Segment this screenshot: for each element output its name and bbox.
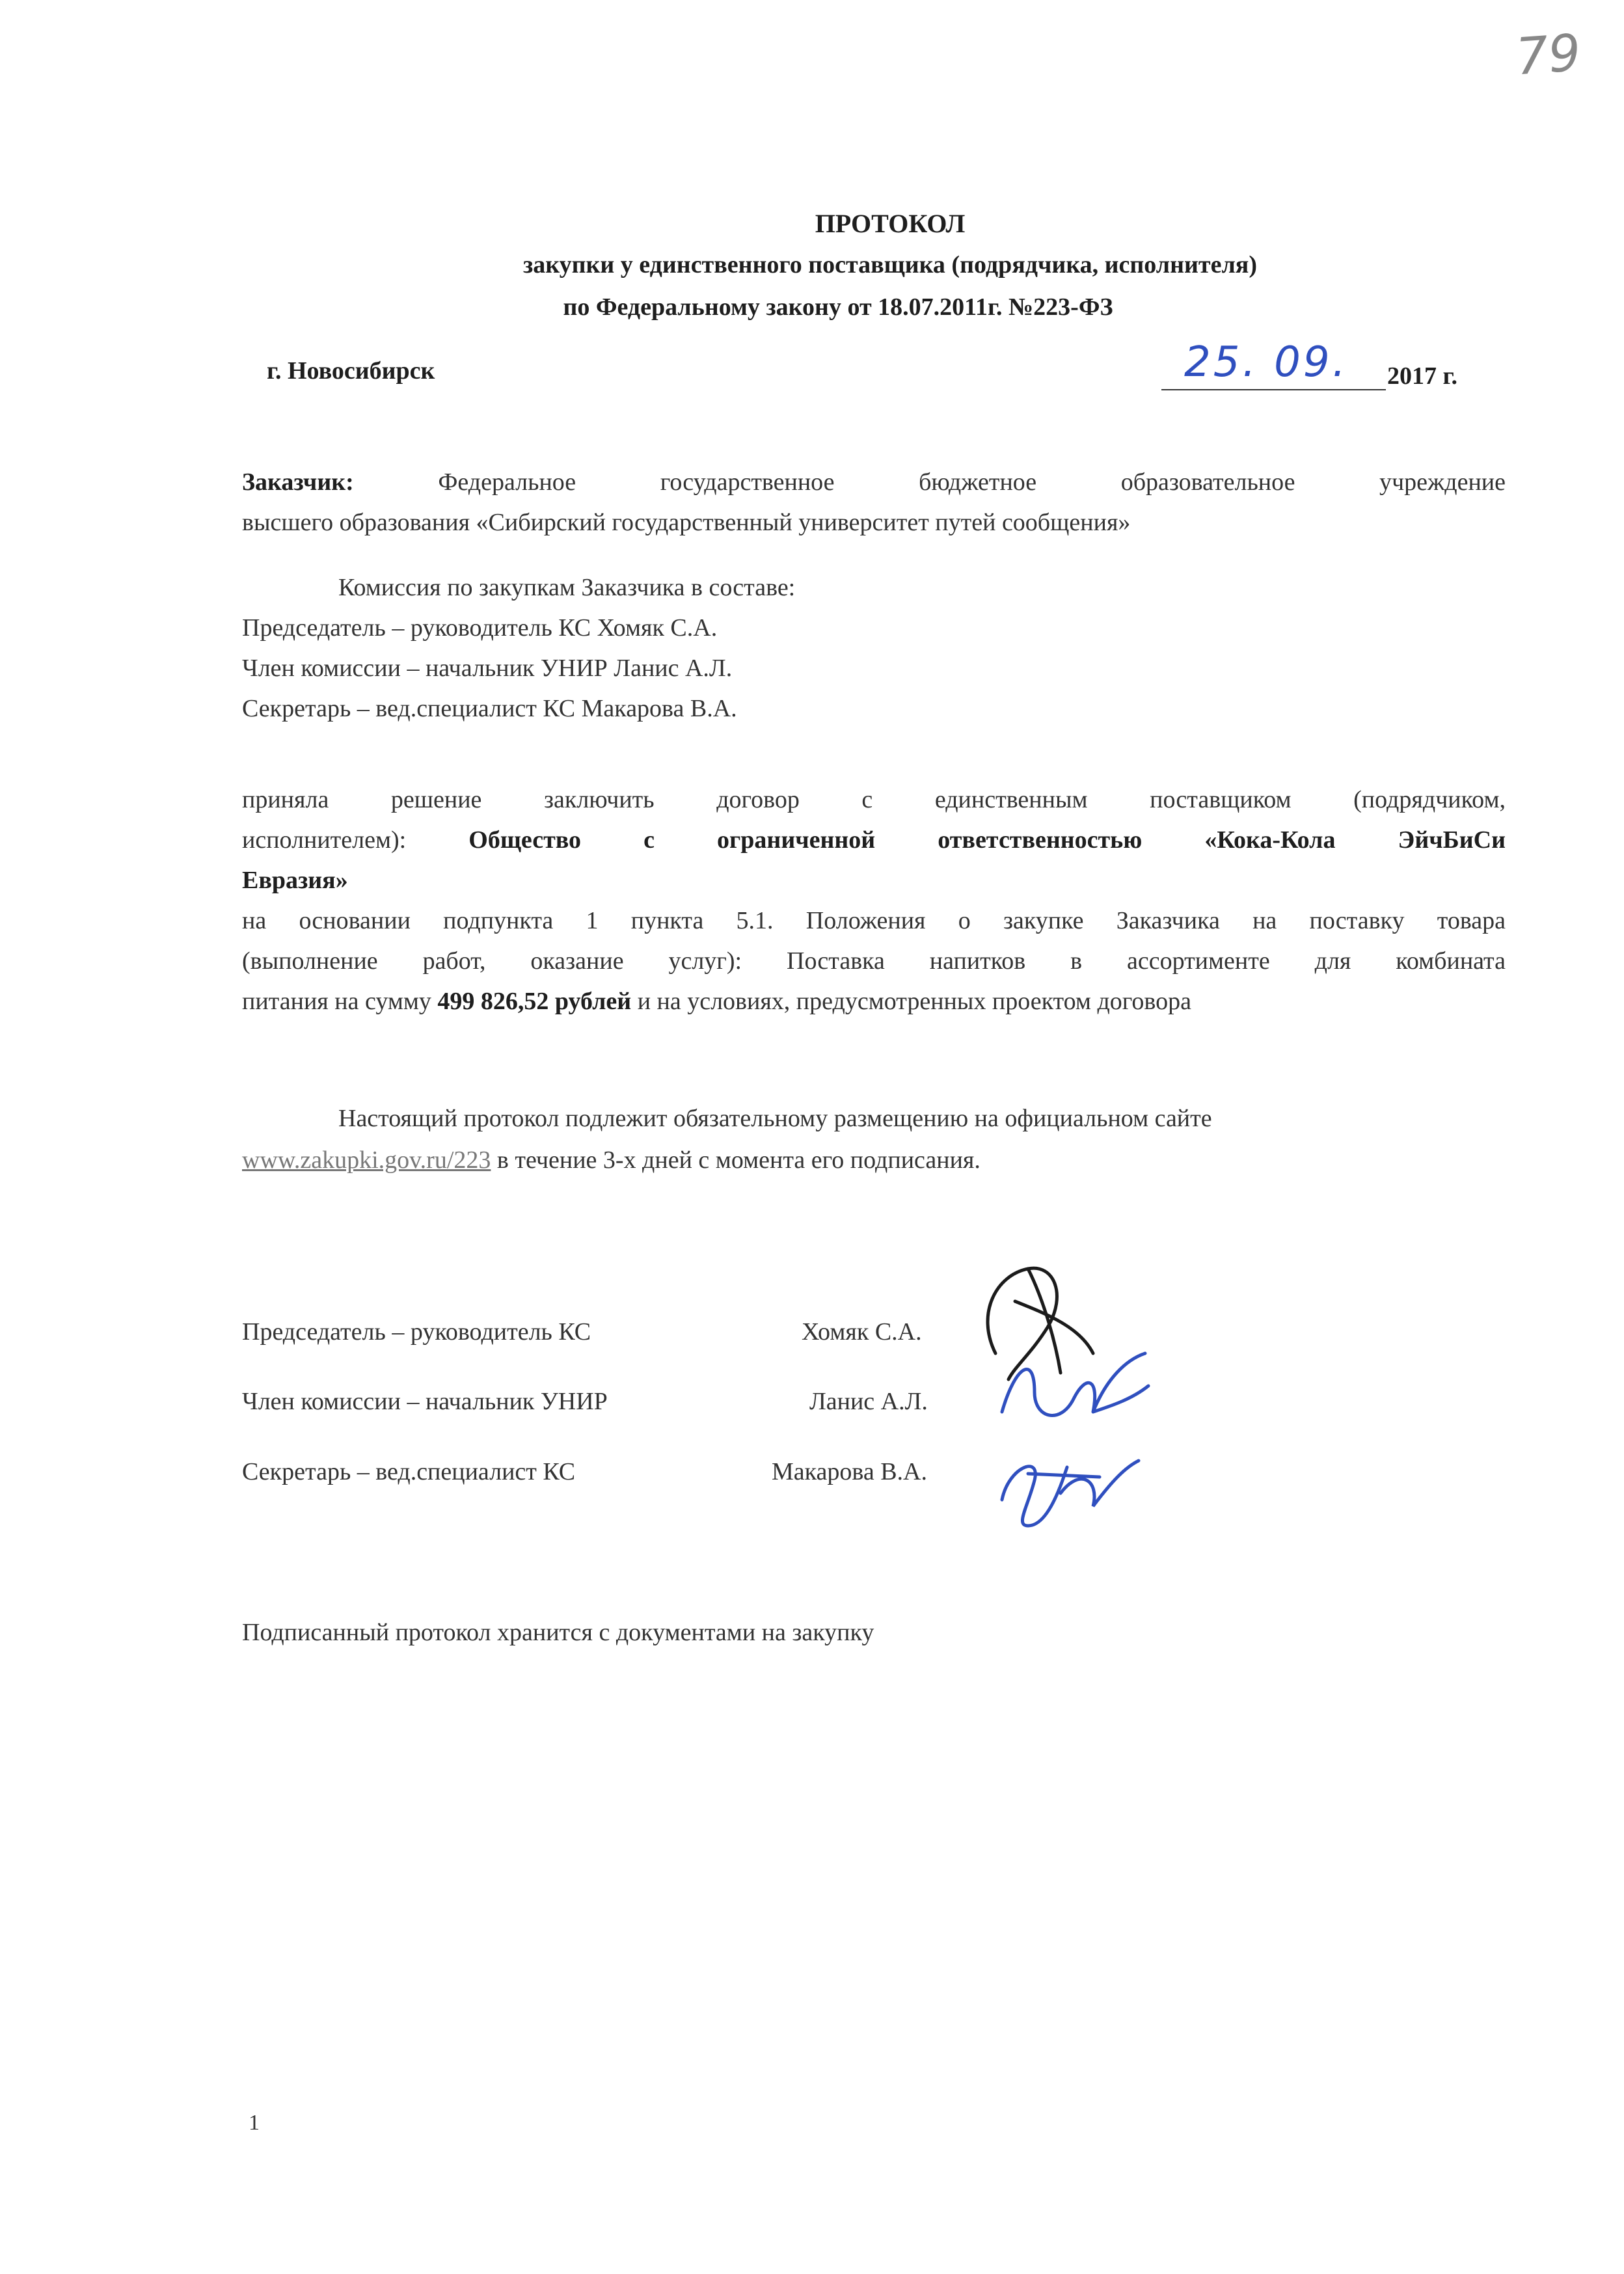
document-title: ПРОТОКОЛ bbox=[815, 209, 966, 238]
secretary-signature-drawing bbox=[989, 1441, 1145, 1539]
signature-row-secretary bbox=[242, 1457, 575, 1486]
customer-line-1 bbox=[242, 462, 1506, 502]
supplier-name-1: Общество с ограниченной ответственностью «Кока-Кола ЭйчБиСи bbox=[468, 826, 1506, 854]
decision-line-5 bbox=[242, 981, 1191, 1022]
contract-amount: 499 826,52 рублей bbox=[437, 988, 632, 1015]
signature-role: Председатель – руководитель КС bbox=[242, 1318, 591, 1346]
decision-line-5-prefix: питания на сумму bbox=[242, 988, 431, 1015]
signature-row-chairman bbox=[242, 1318, 591, 1346]
member-signature-drawing bbox=[995, 1340, 1152, 1438]
customer-label: Заказчик: bbox=[242, 468, 354, 496]
decision-line-3: на основании подпункта 1 пункта 5.1. Положения о закупке Заказчика на поставку товара bbox=[242, 907, 1506, 934]
decision-line-2-prefix: исполнителем): bbox=[242, 826, 407, 854]
zakupki-link[interactable]: www.zakupki.gov.ru/223 bbox=[242, 1146, 491, 1174]
place: г. Новосибирск bbox=[267, 357, 435, 385]
signature-name-secretary: Макарова В.А. bbox=[772, 1458, 928, 1485]
decision-line-5-suffix: и на условиях, предусмотренных проектом договора bbox=[637, 988, 1191, 1015]
document-subtitle-2: по Федеральному закону от 18.07.2011г. №223-ФЗ bbox=[563, 293, 1113, 321]
decision-line-4: (выполнение работ, оказание услуг): Поставка напитков в ассортименте для комбината bbox=[242, 947, 1506, 975]
commission-member-2: Член комиссии – начальник УНИР Ланис А.Л. bbox=[242, 655, 733, 682]
commission-intro: Комиссия по закупкам Заказчика в составе: bbox=[338, 574, 796, 601]
commission-member-1: Председатель – руководитель КС Хомяк С.А. bbox=[242, 614, 718, 642]
customer-text-1: Федеральное государственное бюджетное образовательное учреждение bbox=[438, 468, 1506, 496]
signature-role: Секретарь – вед.специалист КС bbox=[242, 1458, 576, 1485]
decision-line-2 bbox=[242, 820, 1506, 860]
decision-line-1: приняла решение заключить договор с единственным поставщиком (подрядчиком, bbox=[242, 786, 1506, 813]
page-number: 1 bbox=[249, 2111, 260, 2135]
supplier-name-2: Евразия» bbox=[242, 867, 348, 894]
publication-line-1: Настоящий протокол подлежит обязательному размещению на официальном сайте bbox=[338, 1105, 1212, 1132]
signature-role: Член комиссии – начальник УНИР bbox=[242, 1388, 608, 1415]
date-year: 2017 г. bbox=[1387, 362, 1457, 390]
date-underline bbox=[1161, 389, 1386, 390]
publication-line-2 bbox=[242, 1140, 981, 1180]
signature-name-chairman: Хомяк С.А. bbox=[802, 1318, 922, 1346]
handwritten-date: 25. 09. bbox=[1184, 338, 1348, 386]
signature-name-member: Ланис А.Л. bbox=[809, 1388, 928, 1415]
publication-line-2-suffix: в течение 3-х дней с момента его подписания. bbox=[496, 1146, 981, 1174]
signature-row-member bbox=[242, 1387, 608, 1416]
handwritten-page-mark: 79 bbox=[1513, 23, 1583, 87]
document-subtitle-1: закупки у единственного поставщика (подрядчика, исполнителя) bbox=[523, 251, 1257, 278]
customer-line-2: высшего образования «Сибирский государственный университет путей сообщения» bbox=[242, 509, 1131, 536]
commission-member-3: Секретарь – вед.специалист КС Макарова В.А. bbox=[242, 695, 737, 722]
footer-note: Подписанный протокол хранится с документами на закупку bbox=[242, 1619, 874, 1646]
